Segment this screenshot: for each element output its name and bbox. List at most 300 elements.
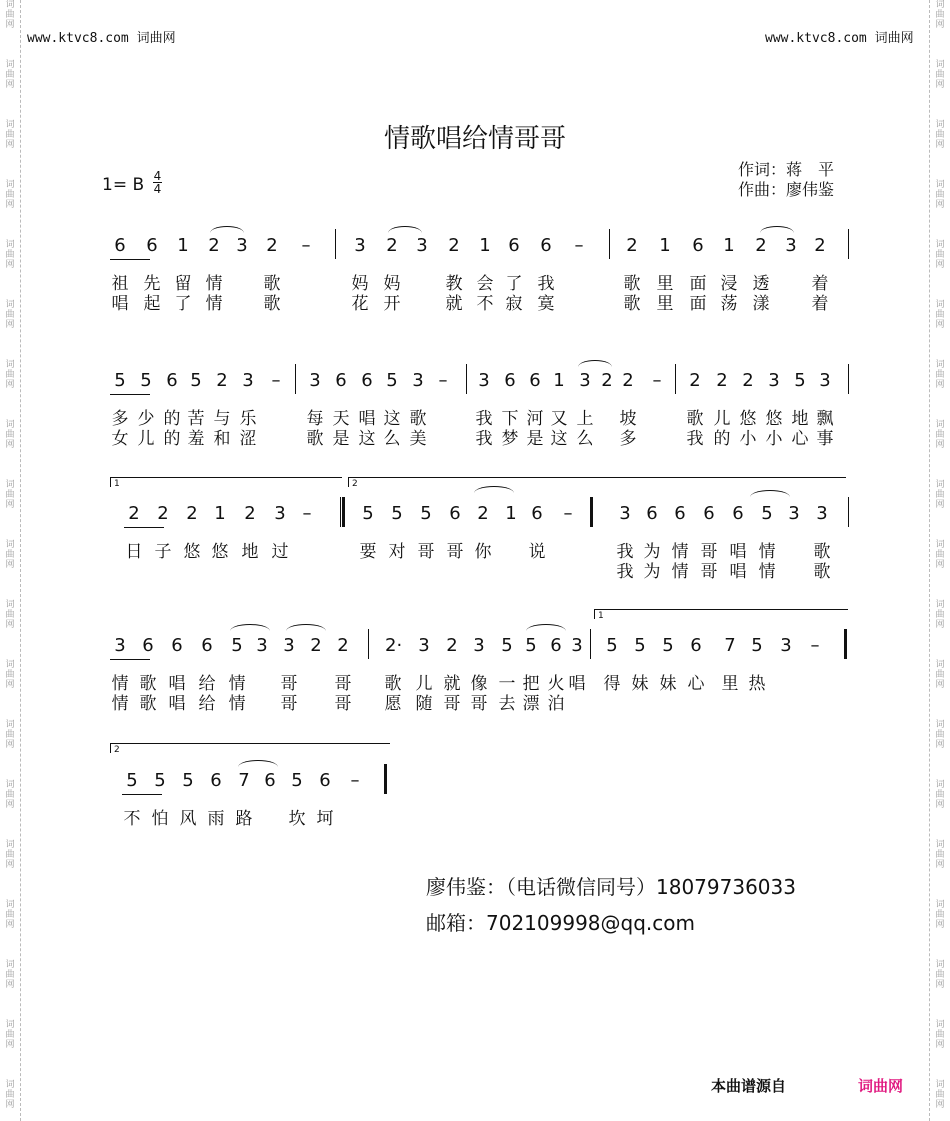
note: 6 xyxy=(508,235,520,256)
note: 3 xyxy=(619,503,631,524)
double-barline xyxy=(590,497,593,527)
watermark-mark: 词 曲 网 xyxy=(5,840,15,870)
volta-bracket-2: 2 xyxy=(348,477,846,487)
lyric-char: 情 xyxy=(758,562,776,582)
lyric-char: 漾 xyxy=(752,294,770,314)
note: 5 xyxy=(154,770,166,791)
note: 3 xyxy=(416,235,428,256)
note: 5 xyxy=(182,770,194,791)
watermark-mark: 词 曲 网 xyxy=(935,1080,945,1110)
note: 6 xyxy=(646,503,658,524)
barline xyxy=(466,364,467,394)
composer-credit: 作曲：廖伟鉴 xyxy=(738,180,835,199)
note: – xyxy=(438,370,448,391)
barline xyxy=(848,229,849,259)
lyric-char: 哥 xyxy=(470,694,488,714)
lyric-char: 歌 xyxy=(306,429,324,449)
lyric-char: 唱 xyxy=(729,562,747,582)
watermark-mark: 词 曲 网 xyxy=(5,660,15,690)
note: 5 xyxy=(662,635,674,656)
note: 3 xyxy=(236,235,248,256)
lyric-char: 坎 xyxy=(288,809,306,829)
lyric-char: 你 xyxy=(474,542,492,562)
barline xyxy=(368,629,369,659)
lyric-char: 情 xyxy=(228,694,246,714)
note: 3 xyxy=(418,635,430,656)
lyric-char: 对 xyxy=(388,542,406,562)
note: 6 xyxy=(201,635,213,656)
lyric-char: 歌 xyxy=(409,409,427,429)
watermark-mark: 词 曲 网 xyxy=(5,0,15,30)
watermark-mark: 词 曲 网 xyxy=(5,180,15,210)
time-signature xyxy=(153,170,162,195)
lyric-char: 悠 xyxy=(183,542,201,562)
lyric-char: 怕 xyxy=(151,809,169,829)
lyric-char: 哥 xyxy=(280,674,298,694)
lyric-char: 面 xyxy=(689,294,707,314)
note: 2 xyxy=(266,235,278,256)
note: – xyxy=(652,370,662,391)
watermark-mark: 词 曲 网 xyxy=(935,720,945,750)
lyric-char: 哥 xyxy=(280,694,298,714)
lyric-char: 热 xyxy=(748,674,766,694)
note: 2 xyxy=(337,635,349,656)
lyric-char: 哥 xyxy=(417,542,435,562)
lyric-char: 的 xyxy=(713,429,731,449)
lyric-char: 一 xyxy=(498,674,516,694)
song-title: 情歌唱给情哥哥 xyxy=(383,124,566,154)
lyric-char: 我 xyxy=(616,542,634,562)
note: 5 xyxy=(140,370,152,391)
lyric-char: 说 xyxy=(528,542,546,562)
barline xyxy=(295,364,296,394)
lyric-char: 情 xyxy=(671,542,689,562)
lyric-char: 路 xyxy=(235,809,253,829)
lyric-char: 里 xyxy=(656,294,674,314)
note: 2 xyxy=(386,235,398,256)
note: 6 xyxy=(504,370,516,391)
note: 1 xyxy=(214,503,226,524)
lyric-char: 坷 xyxy=(316,809,334,829)
lyric-char: 唱 xyxy=(729,542,747,562)
note: 6 xyxy=(540,235,552,256)
note: 2 xyxy=(689,370,701,391)
lyric-char: 哥 xyxy=(700,562,718,582)
lyric-char: 地 xyxy=(241,542,259,562)
lyric-char: 每 xyxy=(306,409,324,429)
lyric-char: 歌 xyxy=(384,674,402,694)
lyric-char: 为 xyxy=(643,562,661,582)
lyric-char: 悠 xyxy=(211,542,229,562)
volta-bracket-1: 1 xyxy=(110,477,342,487)
note: 6 xyxy=(449,503,461,524)
lyric-char: 里 xyxy=(656,274,674,294)
watermark-mark: 词 曲 网 xyxy=(5,480,15,510)
note: – xyxy=(810,635,820,656)
note: – xyxy=(271,370,281,391)
lyric-char: 是 xyxy=(332,429,350,449)
lyric-char: 儿 xyxy=(137,429,155,449)
watermark-mark: 词 曲 网 xyxy=(935,300,945,330)
lyric-char: 我 xyxy=(537,274,555,294)
note: – xyxy=(574,235,584,256)
lyric-char: 这 xyxy=(383,409,401,429)
note: 6 xyxy=(674,503,686,524)
lyric-char: 花 xyxy=(351,294,369,314)
double-barline xyxy=(844,629,847,659)
watermark-mark: 词 曲 网 xyxy=(935,480,945,510)
lyric-char: 着 xyxy=(811,294,829,314)
lyric-char: 天 xyxy=(332,409,350,429)
note: 5 xyxy=(114,370,126,391)
email-line[interactable]: 邮箱：702109998@qq.com xyxy=(426,911,695,935)
barline xyxy=(675,364,676,394)
slur xyxy=(474,486,514,493)
lyric-char: 歌 xyxy=(623,274,641,294)
lyric-char: 乐 xyxy=(239,409,257,429)
lyric-char: 漂 xyxy=(522,694,540,714)
lyric-char: 寞 xyxy=(537,294,555,314)
lyric-char: 起 xyxy=(143,294,161,314)
lyric-char: 面 xyxy=(689,274,707,294)
lyric-char: 不 xyxy=(123,809,141,829)
note: 3 xyxy=(785,235,797,256)
lyric-char: 妈 xyxy=(383,274,401,294)
watermark-mark: 词 曲 网 xyxy=(5,240,15,270)
note: 3 xyxy=(571,635,583,656)
lyric-char: 唱 xyxy=(568,674,586,694)
watermark-mark: 词 曲 网 xyxy=(5,720,15,750)
note: 6 xyxy=(171,635,183,656)
lyric-char: 情 xyxy=(758,542,776,562)
lyric-char: 唱 xyxy=(358,409,376,429)
lyric-char: 了 xyxy=(174,294,192,314)
lyric-char: 我 xyxy=(475,429,493,449)
note: 5 xyxy=(761,503,773,524)
beam-underline xyxy=(110,259,150,260)
note: 2 xyxy=(626,235,638,256)
note: 5 xyxy=(420,503,432,524)
slur xyxy=(388,226,422,233)
lyric-char: 里 xyxy=(721,674,739,694)
slur xyxy=(578,360,612,367)
watermark-mark: 词 曲 网 xyxy=(5,540,15,570)
note: 2 xyxy=(208,235,220,256)
note: 2 xyxy=(186,503,198,524)
watermark-mark: 词 曲 网 xyxy=(5,900,15,930)
lyric-char: 妹 xyxy=(659,674,677,694)
lyricist-credit: 作词：蒋 平 xyxy=(738,160,835,179)
lyric-char: 荡 xyxy=(720,294,738,314)
note: 2 xyxy=(244,503,256,524)
lyric-char: 我 xyxy=(616,562,634,582)
watermark-mark: 词 曲 网 xyxy=(935,1020,945,1050)
note: 6 xyxy=(114,235,126,256)
note: 2 xyxy=(128,503,140,524)
lyric-char: 先 xyxy=(143,274,161,294)
note: 3 xyxy=(780,635,792,656)
lyric-char: 着 xyxy=(811,274,829,294)
note: 3 xyxy=(283,635,295,656)
lyric-char: 和 xyxy=(213,429,231,449)
note: 5 xyxy=(190,370,202,391)
slur xyxy=(286,624,326,631)
lyric-char: 情 xyxy=(205,274,223,294)
lyric-char: 歌 xyxy=(813,562,831,582)
note: 5 xyxy=(291,770,303,791)
lyric-char: 这 xyxy=(358,429,376,449)
lyric-char: 心 xyxy=(791,429,809,449)
watermark-mark: 词 曲 网 xyxy=(935,660,945,690)
beam-underline xyxy=(110,394,150,395)
volta-bracket-1: 1 xyxy=(594,609,848,619)
lyric-char: 的 xyxy=(163,429,181,449)
note: 3 xyxy=(354,235,366,256)
source-brand-logo[interactable]: 词曲网 xyxy=(858,1077,904,1095)
note: 6 xyxy=(692,235,704,256)
lyric-char: 子 xyxy=(154,542,172,562)
note: 3 xyxy=(412,370,424,391)
lyric-char: 儿 xyxy=(713,409,731,429)
lyric-char: 情 xyxy=(228,674,246,694)
source-label: 本曲谱源自 xyxy=(711,1077,787,1095)
note: – xyxy=(350,770,360,791)
lyric-char: 么 xyxy=(576,429,594,449)
lyric-char: 愿 xyxy=(384,694,402,714)
note: 5 xyxy=(606,635,618,656)
lyric-char: 情 xyxy=(111,674,129,694)
lyric-char: 随 xyxy=(415,694,433,714)
note: 1 xyxy=(723,235,735,256)
slur xyxy=(210,226,244,233)
lyric-char: 苦 xyxy=(187,409,205,429)
note: 5 xyxy=(525,635,537,656)
note: 5 xyxy=(391,503,403,524)
watermark-mark: 词 曲 网 xyxy=(5,600,15,630)
lyric-char: 梦 xyxy=(501,429,519,449)
slur xyxy=(230,624,270,631)
site-header-right[interactable]: www.ktvc8.com 词曲网 xyxy=(765,31,914,46)
note: 3 xyxy=(473,635,485,656)
lyric-char: 的 xyxy=(163,409,181,429)
lyric-char: 火 xyxy=(547,674,565,694)
lyric-char: 唱 xyxy=(168,694,186,714)
beam-underline xyxy=(124,527,164,528)
lyric-char: 情 xyxy=(671,562,689,582)
note: 6 xyxy=(550,635,562,656)
barline xyxy=(335,229,336,259)
note: 3 xyxy=(114,635,126,656)
watermark-mark: 词 曲 网 xyxy=(935,420,945,450)
note: 6 xyxy=(142,635,154,656)
note: 2 xyxy=(157,503,169,524)
lyric-char: 寂 xyxy=(505,294,523,314)
lyric-char: 雨 xyxy=(207,809,225,829)
note: 2 xyxy=(755,235,767,256)
lyric-char: 多 xyxy=(619,429,637,449)
lyric-char: 少 xyxy=(137,409,155,429)
lyric-char: 唱 xyxy=(111,294,129,314)
lyric-char: 心 xyxy=(687,674,705,694)
watermark-mark: 词 曲 网 xyxy=(5,360,15,390)
note: 5 xyxy=(634,635,646,656)
lyric-char: 我 xyxy=(686,429,704,449)
note: – xyxy=(302,503,312,524)
note: 3 xyxy=(274,503,286,524)
beam-underline xyxy=(122,794,162,795)
note: 2 xyxy=(814,235,826,256)
note: 2 xyxy=(448,235,460,256)
lyric-char: 日 xyxy=(125,542,143,562)
lyric-char: 是 xyxy=(526,429,544,449)
watermark-mark: 词 曲 网 xyxy=(5,60,15,90)
lyric-char: 给 xyxy=(198,694,216,714)
lyric-char: 多 xyxy=(111,409,129,429)
note: 6 xyxy=(166,370,178,391)
lyric-char: 歌 xyxy=(263,294,281,314)
lyric-char: 歌 xyxy=(686,409,704,429)
lyric-char: 妹 xyxy=(631,674,649,694)
lyric-char: 就 xyxy=(443,674,461,694)
volta-bracket-2: 2 xyxy=(110,743,390,753)
lyric-char: 歌 xyxy=(139,674,157,694)
contact-line: 廖伟鉴：（电话微信同号）18079736033 xyxy=(426,875,796,899)
key-signature: 1= B xyxy=(102,175,145,195)
watermark-mark: 词 曲 网 xyxy=(935,180,945,210)
lyric-char: 歌 xyxy=(263,274,281,294)
watermark-mark: 词 曲 网 xyxy=(5,420,15,450)
watermark-mark: 词 曲 网 xyxy=(935,360,945,390)
lyric-char: 歌 xyxy=(623,294,641,314)
lyric-char: 哥 xyxy=(334,694,352,714)
note: – xyxy=(563,503,573,524)
note: 5 xyxy=(362,503,374,524)
note: 1 xyxy=(553,370,565,391)
note: 6 xyxy=(210,770,222,791)
note: – xyxy=(301,235,311,256)
barline xyxy=(340,497,341,527)
note: 3 xyxy=(816,503,828,524)
lyric-char: 为 xyxy=(643,542,661,562)
lyric-char: 歌 xyxy=(139,694,157,714)
lyric-char: 得 xyxy=(603,674,621,694)
lyric-char: 情 xyxy=(205,294,223,314)
watermark-mark: 词 曲 网 xyxy=(935,240,945,270)
lyric-char: 透 xyxy=(752,274,770,294)
lyric-char: 哥 xyxy=(334,674,352,694)
note: 5 xyxy=(231,635,243,656)
note: 2 xyxy=(477,503,489,524)
note: 3 xyxy=(309,370,321,391)
lyric-char: 开 xyxy=(383,294,401,314)
lyric-char: 妈 xyxy=(351,274,369,294)
note: 3 xyxy=(478,370,490,391)
note: 6 xyxy=(529,370,541,391)
note: 2 xyxy=(716,370,728,391)
note: 6 xyxy=(146,235,158,256)
lyric-char: 飘 xyxy=(816,409,834,429)
note: 2 xyxy=(742,370,754,391)
note: 3 xyxy=(242,370,254,391)
note: 1 xyxy=(505,503,517,524)
lyric-char: 哥 xyxy=(700,542,718,562)
lyric-char: 我 xyxy=(475,409,493,429)
lyric-char: 与 xyxy=(213,409,231,429)
slur xyxy=(760,226,794,233)
lyric-char: 事 xyxy=(816,429,834,449)
note: 6 xyxy=(361,370,373,391)
watermark-mark: 词 曲 网 xyxy=(5,780,15,810)
lyric-char: 像 xyxy=(470,674,488,694)
note: 6 xyxy=(732,503,744,524)
note: 6 xyxy=(264,770,276,791)
watermark-mark: 词 曲 网 xyxy=(935,960,945,990)
lyric-char: 么 xyxy=(383,429,401,449)
note: 6 xyxy=(531,503,543,524)
lyric-char: 美 xyxy=(409,429,427,449)
lyric-char: 悠 xyxy=(765,409,783,429)
lyric-char: 歌 xyxy=(813,542,831,562)
slur xyxy=(526,624,566,631)
note: 3 xyxy=(788,503,800,524)
note: 3 xyxy=(819,370,831,391)
note: 3 xyxy=(768,370,780,391)
note: 2 xyxy=(446,635,458,656)
lyric-char: 泊 xyxy=(547,694,565,714)
barline xyxy=(590,629,591,659)
watermark-mark: 词 曲 网 xyxy=(935,60,945,90)
watermark-mark: 词 曲 网 xyxy=(5,960,15,990)
beam-underline xyxy=(110,659,150,660)
lyric-char: 地 xyxy=(791,409,809,429)
lyric-char: 把 xyxy=(522,674,540,694)
barline xyxy=(848,364,849,394)
double-barline xyxy=(384,764,387,794)
lyric-char: 儿 xyxy=(415,674,433,694)
watermark-mark: 词 曲 网 xyxy=(935,780,945,810)
watermark-mark: 词 曲 网 xyxy=(5,300,15,330)
note: 6 xyxy=(319,770,331,791)
lyric-char: 风 xyxy=(179,809,197,829)
note: 6 xyxy=(703,503,715,524)
watermark-mark: 词 曲 网 xyxy=(935,900,945,930)
lyric-char: 浸 xyxy=(720,274,738,294)
note: 5 xyxy=(501,635,513,656)
note: 5 xyxy=(386,370,398,391)
lyric-char: 小 xyxy=(739,429,757,449)
lyric-char: 情 xyxy=(111,694,129,714)
note: 2 xyxy=(622,370,634,391)
watermark-mark: 词 曲 网 xyxy=(5,1080,15,1110)
note: 7 xyxy=(238,770,250,791)
note: 2 xyxy=(601,370,613,391)
lyric-char: 会 xyxy=(476,274,494,294)
lyric-char: 要 xyxy=(359,542,377,562)
watermark-mark: 词 曲 网 xyxy=(935,120,945,150)
note: 5 xyxy=(751,635,763,656)
lyric-char: 给 xyxy=(198,674,216,694)
note: 6 xyxy=(690,635,702,656)
lyric-char: 就 xyxy=(445,294,463,314)
lyric-char: 河 xyxy=(526,409,544,429)
note: 3 xyxy=(579,370,591,391)
note: 2 xyxy=(216,370,228,391)
lyric-char: 留 xyxy=(174,274,192,294)
lyric-char: 又 xyxy=(550,409,568,429)
lyric-char: 上 xyxy=(576,409,594,429)
site-header-left[interactable]: www.ktvc8.com 词曲网 xyxy=(27,31,176,46)
watermark-mark: 词 曲 网 xyxy=(935,540,945,570)
